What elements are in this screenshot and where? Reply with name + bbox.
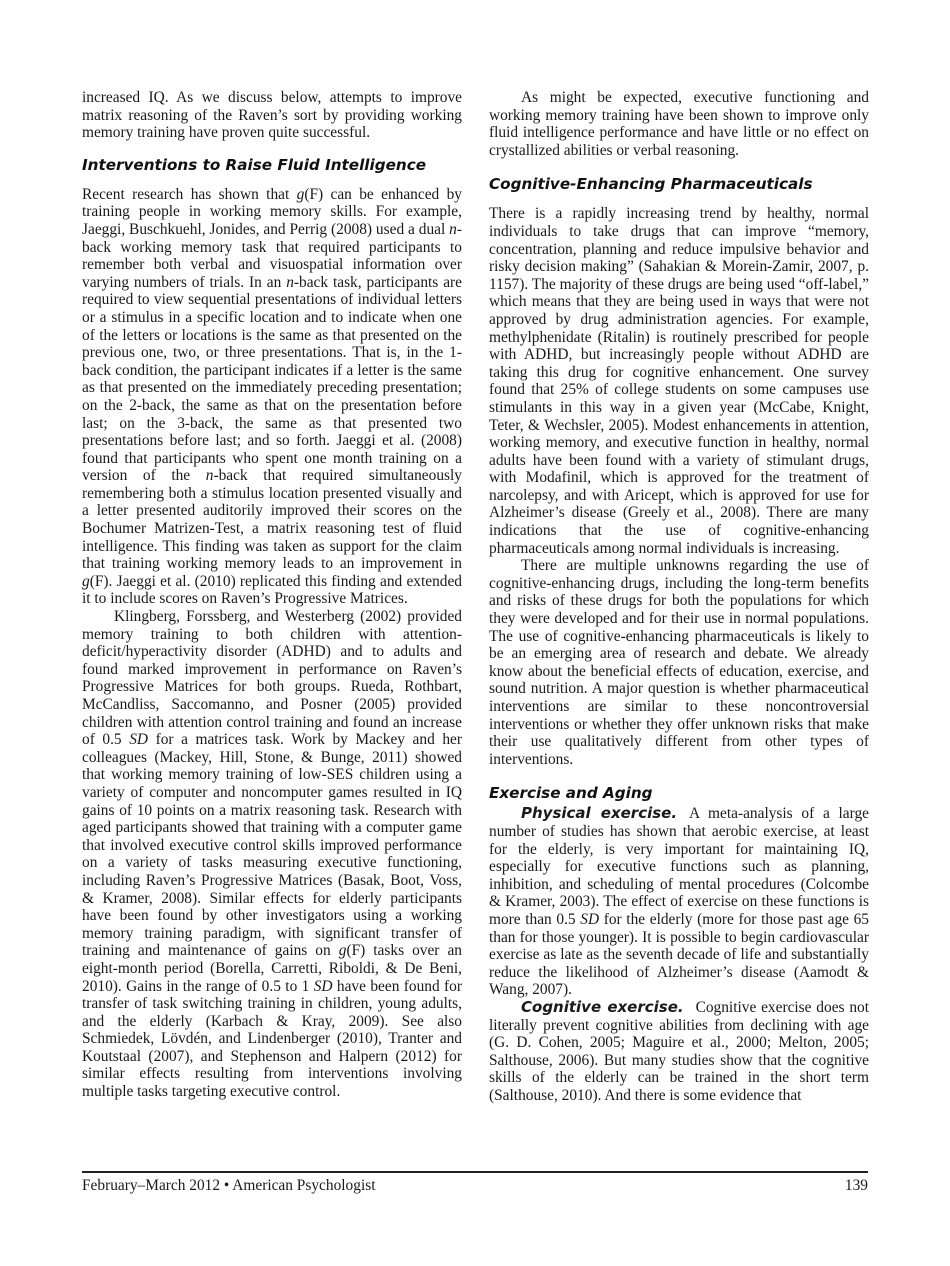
section-heading-exercise: Exercise and Aging [489, 784, 653, 803]
page-footer [82, 1177, 868, 1195]
pharmaceuticals-paragraph-2: There are multiple unknowns regarding the use of cognitive-enhancing drugs, including the long-term benefits and risks of these drugs for both the populations for which they were developed and for their use in normal populations. The use of cognitive-enhancing pharmaceuticals is likely to be an emerging area of research and debate. We already know about the beneficial effects of education, exercise, and sound nutrition. A major question is whether pharmaceutical interventions are similar to these noncontroversial interventions or whether they offer unknown risks that make their use qualitatively different from other types of interventions. [489, 557, 869, 768]
pharmaceuticals-paragraph-1: There is a rapidly increasing trend by healthy, normal individuals to take drugs that can improve “memory, concentration, planning and reduce impulsive behavior and risky decision making” (Sahakian & Morein-Zamir, 2007, p. 1157). The majority of these drugs are being used “off-label,” which means that they are being used in ways that were not approved by drug administration agencies. For example, methylphenidate (Ritalin) is routinely prescribed for people with ADHD, but increasingly people without ADHD are taking this drug for cognitive enhancement. One survey found that 25% of college students on some campuses use stimulants in this way in a given year (McCabe, Knight, Teter, & Wechsler, 2005). Modest enhancements in attention, working memory, and executive function in healthy, normal adults have been found with a variety of stimulant drugs, with Modafinil, which is approved for the treatment of narcolepsy, and with Aricept, which is approved for use for Alzheimer’s disease (Greely et al., 2008). There are many indications that the use of cognitive-enhancing pharmaceuticals among normal individuals is increasing. [489, 205, 869, 557]
section-heading-interventions: Interventions to Raise Fluid Intelligence [82, 155, 427, 174]
interventions-paragraph-2: Klingberg, Forssberg, and Westerberg (2002) provided memory training to both children with attention-deficit/hyperactivity disorder (ADHD) and to adults and found marked improvement in performance on Raven’s Progressive Matrices for both groups. Rueda, Rothbart, McCandliss, Saccomanno, and Posner (2005) provided children with attention control training and found an increase of 0.5 SD for a matrices task. Work by Mackey and her colleagues (Mackey, Hill, Stone, & Bunge, 2011) showed that working memory training of low-SES children using a variety of computer and noncomputer games resulted in IQ gains of 10 points on a matrix reasoning task. Research with aged participants showed that training with a computer game that involved executive control skills improved performance on a variety of tasks measuring executive functioning, including Raven’s Progressive Matrices (Basak, Boot, Voss, & Kramer, 2008). Similar effects for elderly participants have been found by other investigators using a working memory training paradigm, with significant transfer of training and maintenance of gains on g(F) tasks over an eight-month period (Borella, Carretti, Riboldi, & De Beni, 2010). Gains in the range of 0.5 to 1 SD have been found for transfer of task switching training in children, young adults, and the elderly (Karbach & Kray, 2009). See also Schmiedek, Lövdén, and Lindenberger (2010), Tranter and Koutstaal (2007), and Stephenson and Halpern (2012) for similar effects resulting from interventions involving multiple tasks targeting executive control. [82, 608, 462, 1101]
section-heading-pharmaceuticals: Cognitive-Enhancing Pharmaceuticals [489, 175, 813, 194]
cognitive-exercise-paragraph: Cognitive exercise. Cognitive exercise does not literally prevent cognitive abilities from declining with age (G. D. Cohen, 2005; Maguire et al., 2000; Melton, 2005; Salthouse, 2006). But many studies show that the cognitive skills of the elderly can be trained in the short term (Salthouse, 2010). And there is some evidence that [489, 997, 869, 1104]
journal-info: February–March 2012 • American Psychologist [82, 1177, 376, 1194]
subheading-physical-exercise: Physical exercise. [521, 804, 678, 823]
subheading-cognitive-exercise: Cognitive exercise. [521, 997, 684, 1016]
left-intro-paragraph: increased IQ. As we discuss below, attempts to improve matrix reasoning of the Raven’s sort by providing working memory training have proven quite successful. [82, 89, 462, 142]
page-number: 139 [844, 1177, 868, 1194]
physical-exercise-paragraph: Physical exercise. A meta-analysis of a large number of studies has shown that aerobic exercise, at least for the elderly, is very important for maintaining IQ, especially for executive functions such as planning, inhibition, and scheduling of mental procedures (Colcombe & Kramer, 2003). The effect of exercise on these functions is more than 0.5 SD for the elderly (more for those past age 65 than for those younger). It is possible to begin cardiovascular exercise as late as the seventh decade of life and substantially reduce the likelihood of Alzheimer’s disease (Aamodt & Wang, 2007). [489, 804, 870, 999]
right-intro-paragraph: As might be expected, executive functioning and working memory training have been shown to improve only fluid intelligence performance and have little or no effect on crystallized abilities or verbal reasoning. [489, 89, 869, 159]
interventions-paragraph-1: Recent research has shown that g(F) can be enhanced by training people in working memory skills. For example, Jaeggi, Buschkuehl, Jonides, and Perrig (2008) used a dual n-back working memory task that required participants to remember both verbal and visuospatial information over varying numbers of trials. In an n-back task, participants are required to view sequential presentations of individual letters or a stimulus in a specific location and to indicate when one of the letters or locations is the same as that presented on the previous one, two, or three presentations. That is, in the 1-back condition, the participant indicates if a letter is the same as that presented on the immediately preceding presentation; on the 2-back, the same as that on the presentation before last; on the 3-back, the same as that presented two presentations before last; and so forth. Jaeggi et al. (2008) found that participants who spent one month training on a version of the n-back that required simultaneously remembering both a stimulus location presented visually and a letter presented auditorily improved their scores on the Bochumer Matrizen-Test, a matrix reasoning test of fluid intelligence. This finding was taken as support for the claim that training working memory leads to an improvement in g(F). Jaeggi et al. (2010) replicated this finding and extended it to include scores on Raven’s Progressive Matrices. [82, 185, 462, 608]
left-column [82, 89, 462, 1101]
right-column [489, 89, 869, 1104]
footer-divider [82, 1171, 868, 1173]
